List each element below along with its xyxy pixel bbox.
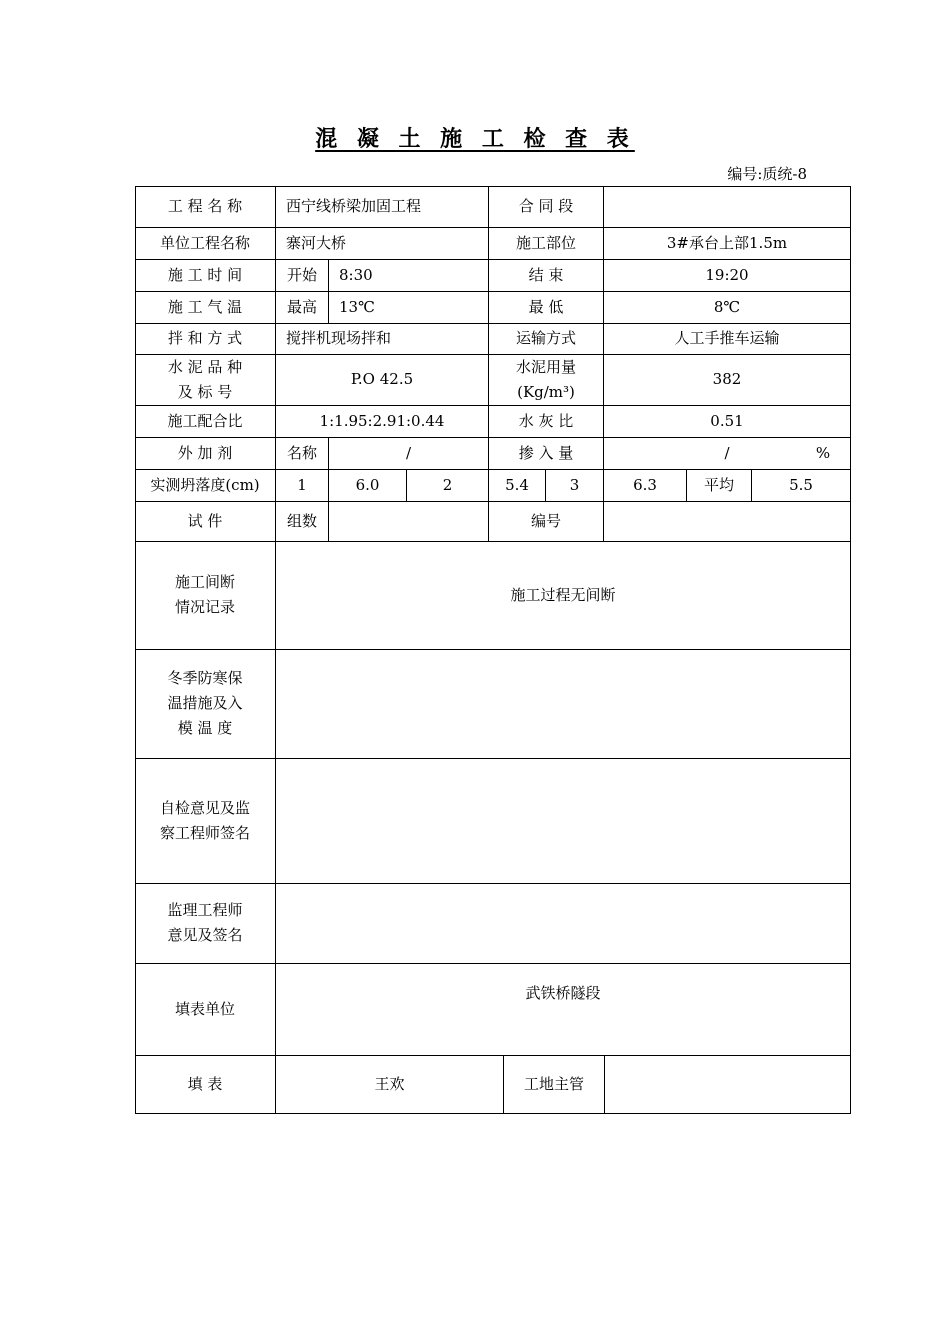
construction-time-label: 施 工 时 间 (167, 265, 243, 284)
site-manager-value (605, 1055, 850, 1113)
slump-value-3: 6.3 (633, 475, 657, 494)
admixture-unit: % (815, 443, 831, 462)
interruption-value: 施工过程无间断 (510, 585, 616, 604)
cement-usage-label: 水泥用量 (Kg/m³) (515, 357, 576, 401)
cement-type-value: P.O 42.5 (350, 370, 414, 388)
site-manager-label: 工地主管 (523, 1074, 584, 1093)
mixing-method-label: 拌 和 方 式 (167, 329, 243, 347)
min-temp-label: 最 低 (528, 297, 564, 316)
unit-project-value: 寨河大桥 (286, 233, 347, 252)
start-label: 开始 (286, 265, 317, 284)
slump-average-label: 平均 (703, 475, 734, 494)
filling-unit-value: 武铁桥隧段 (525, 983, 601, 1002)
supervisor-value (276, 883, 850, 963)
winter-measures-label: 冬季防寒保 温措施及入 模 温 度 (167, 669, 243, 737)
contract-section-value (604, 186, 850, 227)
inspection-table (135, 186, 851, 1114)
admixture-label: 外 加 剂 (177, 443, 233, 462)
water-cement-ratio-label: 水 灰 比 (518, 411, 574, 430)
slump-no-2: 2 (442, 475, 453, 494)
min-temp-value: 8℃ (713, 297, 741, 316)
page-title: 混 凝 土 施 工 检 查 表 (315, 126, 635, 152)
group-count-value (329, 501, 488, 541)
interruption-label: 施工间断 情况记录 (174, 573, 235, 616)
cement-usage-value: 382 (712, 370, 742, 388)
slump-average-value: 5.5 (789, 475, 813, 494)
slump-no-1: 1 (297, 475, 307, 494)
cement-type-label: 水 泥 品 种 及 标 号 (167, 357, 243, 401)
self-check-label: 自检意见及监 察工程师签名 (159, 798, 250, 842)
supervisor-label: 监理工程师 意见及签名 (167, 901, 243, 944)
slump-value-2: 5.4 (505, 475, 529, 494)
temperature-label: 施 工 气 温 (167, 297, 243, 316)
slump-no-3: 3 (569, 475, 580, 494)
form-number: 编号:质统-8 (727, 165, 807, 183)
specimen-label: 试 件 (187, 511, 223, 530)
filler-label: 填 表 (187, 1074, 223, 1093)
construction-part-label: 施工部位 (515, 233, 576, 252)
mix-ratio-label: 施工配合比 (167, 411, 243, 430)
contract-section-label: 合 同 段 (518, 197, 574, 215)
water-cement-ratio-value: 0.51 (710, 411, 744, 430)
transport-method-value: 人工手推车运输 (674, 329, 780, 347)
max-temp-label: 最高 (286, 297, 317, 316)
project-name-value: 西宁线桥梁加固工程 (286, 197, 422, 215)
winter-measures-value (276, 649, 850, 758)
mixing-method-value: 搅拌机现场拌和 (286, 329, 392, 347)
transport-method-label: 运输方式 (515, 329, 576, 347)
slump-label: 实测坍落度(cm) (150, 475, 260, 494)
specimen-code-value (604, 501, 850, 541)
unit-project-label: 单位工程名称 (159, 233, 250, 252)
admixture-name-label: 名称 (286, 443, 317, 462)
mix-ratio-value: 1:1.95:2.91:0.44 (319, 411, 445, 430)
end-time-value: 19:20 (705, 265, 749, 284)
filling-unit-label: 填表单位 (174, 999, 235, 1018)
self-check-value (276, 758, 850, 883)
admixture-name-value: / (405, 443, 412, 462)
max-temp-value: 13℃ (339, 297, 375, 316)
end-label: 结 束 (528, 265, 564, 284)
admixture-amount-value: / (724, 443, 730, 462)
start-time-value: 8:30 (339, 265, 373, 284)
filler-value: 王欢 (374, 1074, 405, 1093)
group-count-label: 组数 (286, 511, 317, 530)
specimen-code-label: 编号 (530, 511, 561, 530)
project-name-label: 工 程 名 称 (167, 197, 243, 215)
admixture-amount-label: 掺 入 量 (518, 443, 574, 462)
construction-part-value: 3#承台上部1.5m (666, 233, 788, 252)
slump-value-1: 6.0 (355, 475, 380, 494)
